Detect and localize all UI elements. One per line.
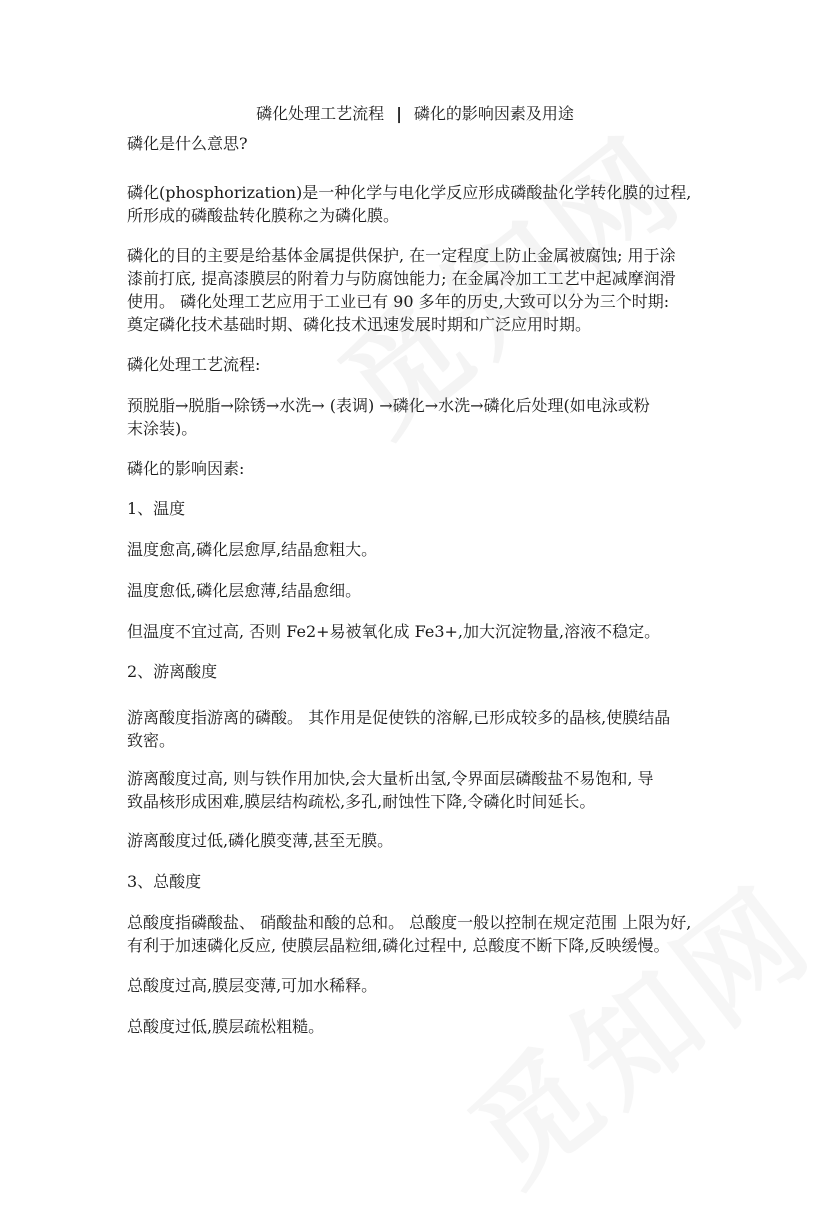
factor-2-paragraph-1-line-1: 游离酸度指游离的磷酸。 其作用是促使铁的溶解,已形成较多的晶核,使膜结晶 [127, 708, 671, 727]
purpose-line-2: 漆前打底, 提高漆膜层的附着力与防腐蚀能力; 在金属冷加工工艺中起减摩润滑 [127, 269, 676, 288]
factor-1-heading: 1、温度 [127, 499, 186, 518]
title-left: 磷化处理工艺流程 [256, 104, 385, 123]
factor-3-heading: 3、总酸度 [127, 872, 202, 891]
definition-line-1: 磷化(phosphorization)是一种化学与电化学反应形成磷酸盐化学转化膜的过程, [127, 183, 692, 202]
factor-2-heading: 2、游离酸度 [127, 662, 218, 681]
factor-2-paragraph-2-line-2: 致晶核形成困难,膜层结构疏松,多孔,耐蚀性下降,令磷化时间延长。 [127, 792, 596, 811]
title-right: 磷化的影响因素及用途 [413, 104, 574, 123]
purpose-line-1: 磷化的目的主要是给基体金属提供保护, 在一定程度上防止金属被腐蚀; 用于涂 [127, 246, 676, 265]
page-title [0, 103, 830, 125]
process-heading: 磷化处理工艺流程: [127, 355, 261, 374]
factor-3-paragraph-3: 总酸度过低,膜层疏松粗糙。 [127, 1017, 325, 1036]
purpose-line-3: 使用。 磷化处理工艺应用于工业已有 90 多年的历史,大致可以分为三个时期: [127, 292, 670, 311]
process-line-1: 预脱脂→脱脂→除锈→水洗→ (表调) →磷化→水洗→磷化后处理(如电泳或粉 [127, 396, 650, 415]
factor-1-paragraph-3: 但温度不宜过高, 否则 Fe2+易被氧化成 Fe3+,加大沉淀物量,溶液不稳定。 [127, 622, 661, 641]
process-line-2: 末涂装)。 [127, 419, 198, 438]
factors-heading: 磷化的影响因素: [127, 459, 245, 478]
purpose-line-4: 奠定磷化技术基础时期、磷化技术迅速发展时期和广泛应用时期。 [127, 315, 592, 334]
factor-3-paragraph-1-line-2: 有利于加速磷化反应, 使膜层晶粒细,磷化过程中, 总酸度不断下降,反映缓慢。 [127, 936, 670, 955]
factor-2-paragraph-2-line-1: 游离酸度过高, 则与铁作用加快,会大量析出氢,令界面层磷酸盐不易饱和, 导 [127, 769, 654, 788]
factor-1-paragraph-1: 温度愈高,磷化层愈厚,结晶愈粗大。 [127, 540, 378, 559]
factor-1-paragraph-2: 温度愈低,磷化层愈薄,结晶愈细。 [127, 581, 362, 600]
question-heading: 磷化是什么意思? [127, 134, 248, 153]
definition-line-2: 所形成的磷酸盐转化膜称之为磷化膜。 [127, 206, 400, 225]
factor-2-paragraph-3: 游离酸度过低,磷化膜变薄,甚至无膜。 [127, 831, 394, 850]
factor-3-paragraph-2: 总酸度过高,膜层变薄,可加水稀释。 [127, 976, 378, 995]
factor-3-paragraph-1-line-1: 总酸度指磷酸盐、 硝酸盐和酸的总和。 总酸度一般以控制在规定范围 上限为好, [127, 913, 692, 932]
factor-2-paragraph-1-line-2: 致密。 [127, 731, 176, 750]
title-separator: | [396, 104, 402, 123]
